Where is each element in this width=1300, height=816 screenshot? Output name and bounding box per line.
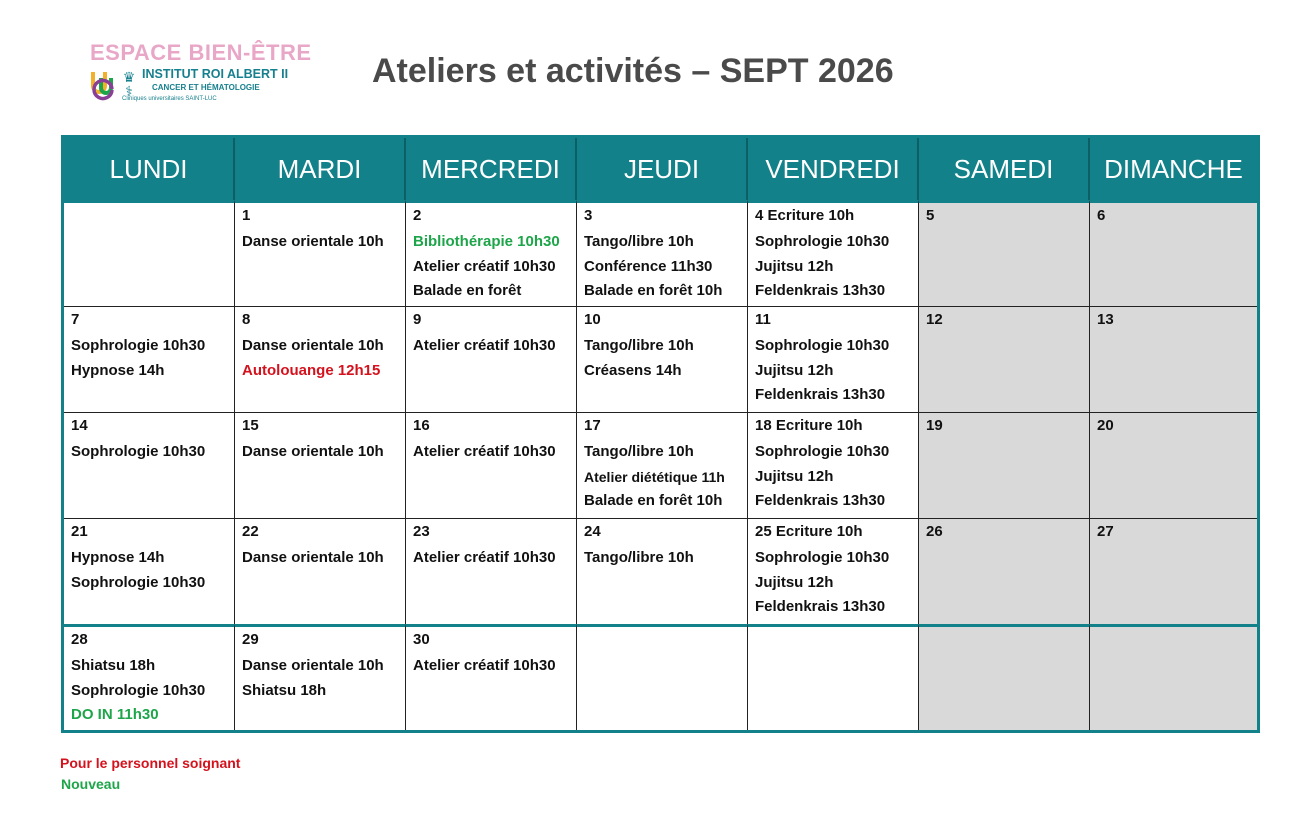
activity-item: Autolouange 12h15 <box>242 361 381 379</box>
calendar-day-cell <box>919 306 1090 412</box>
activity-item: Jujitsu 12h <box>755 361 834 379</box>
activity-item: Feldenkrais 13h30 <box>755 492 886 509</box>
day-number: 20 <box>1097 417 1114 434</box>
day-number: 4 Ecriture 10h <box>755 207 855 224</box>
activity-item: Hypnose 14h <box>71 361 165 379</box>
calendar-day-cell <box>919 624 1090 730</box>
calendar-day-cell <box>748 624 919 730</box>
activity-item: Atelier diététique 11h <box>584 468 725 485</box>
day-header-dimanche: DIMANCHE <box>1090 138 1257 200</box>
calendar-day-cell <box>1090 200 1257 306</box>
day-header-mardi: MARDI <box>235 138 406 200</box>
day-number: 29 <box>242 631 259 648</box>
calendar-day-cell <box>919 412 1090 518</box>
day-number: 22 <box>242 523 259 540</box>
day-number: 1 <box>242 207 251 224</box>
day-number: 16 <box>413 417 430 434</box>
logo-institute: INSTITUT ROI ALBERT II <box>142 67 289 81</box>
logo-title: ESPACE BIEN-ÊTRE <box>90 40 312 65</box>
calendar-day-cell <box>64 306 235 412</box>
activity-item: Bibliothérapie 10h30 <box>413 233 560 250</box>
day-number: 3 <box>584 207 593 224</box>
calendar-day-cell <box>64 624 235 730</box>
day-number: 26 <box>926 523 943 540</box>
logo-mark-icon <box>90 68 116 102</box>
calendar-day-cell <box>1090 518 1257 624</box>
activity-item: Danse orientale 10h <box>242 443 384 460</box>
activity-item: Shiatsu 18h <box>242 681 327 699</box>
calendar-day-cell <box>919 200 1090 306</box>
calendar-day-cell <box>748 200 919 306</box>
activity-item: Sophrologie 10h30 <box>71 443 206 460</box>
day-header-jeudi: JEUDI <box>577 138 748 200</box>
activity-item: Sophrologie 10h30 <box>755 549 890 566</box>
activity-item: Tango/libre 10h <box>584 337 694 354</box>
calendar-day-cell <box>406 412 577 518</box>
activity-item: Tango/libre 10h <box>584 443 694 460</box>
day-number: 10 <box>584 311 601 328</box>
logo-clinic: Cliniques universitaires SAINT-LUC <box>122 96 217 102</box>
day-number: 12 <box>926 311 943 328</box>
activity-item: Danse orientale 10h <box>242 657 384 674</box>
calendar-day-cell <box>577 518 748 624</box>
calendar-day-cell <box>919 518 1090 624</box>
calendar-day-cell <box>235 518 406 624</box>
activity-item: Atelier créatif 10h30 <box>413 257 556 275</box>
calendar-day-cell <box>748 412 919 518</box>
calendar-day-cell <box>577 200 748 306</box>
day-number: 5 <box>926 207 935 224</box>
activity-item: Sophrologie 10h30 <box>755 443 890 460</box>
calendar-day-cell <box>748 306 919 412</box>
day-number: 15 <box>242 417 259 434</box>
day-number: 28 <box>71 631 88 648</box>
day-number: 11 <box>755 311 771 328</box>
activity-item: Atelier créatif 10h30 <box>413 657 556 674</box>
day-number: 19 <box>926 417 943 434</box>
activity-item: DO IN 11h30 <box>71 706 159 723</box>
activity-item: Sophrologie 10h30 <box>755 233 890 250</box>
day-number: 8 <box>242 311 251 328</box>
logo-subtitle: CANCER ET HÉMATOLOGIE <box>152 83 260 92</box>
calendar-day-cell <box>235 306 406 412</box>
calendar-day-cell <box>64 200 235 306</box>
activity-item: Atelier créatif 10h30 <box>413 443 556 460</box>
day-number: 2 <box>413 207 422 224</box>
calendar-day-cell <box>64 412 235 518</box>
page-title: Ateliers et activités – SEPT 2026 <box>372 52 894 90</box>
logo <box>90 40 330 106</box>
activity-item: Sophrologie 10h30 <box>71 573 206 591</box>
calendar-day-cell <box>235 412 406 518</box>
activity-item: Shiatsu 18h <box>71 657 156 674</box>
day-header-lundi: LUNDI <box>64 138 235 200</box>
day-number: 21 <box>71 523 88 540</box>
calendar-day-cell <box>406 518 577 624</box>
day-header-samedi: SAMEDI <box>919 138 1090 200</box>
legend-new: Nouveau <box>61 776 121 792</box>
activity-item: Balade en forêt 10h <box>584 282 723 299</box>
day-header-mercredi: MERCREDI <box>406 138 577 200</box>
day-number: 30 <box>413 631 430 648</box>
activity-item: Sophrologie 10h30 <box>755 337 890 354</box>
activity-item: Balade en forêt 10h <box>584 492 723 509</box>
calendar-day-cell <box>1090 306 1257 412</box>
calendar-grid <box>61 135 1260 733</box>
day-number: 18 Ecriture 10h <box>755 417 863 434</box>
day-number: 6 <box>1097 207 1106 224</box>
activity-item: Balade en forêt <box>413 282 522 299</box>
calendar-day-cell <box>64 518 235 624</box>
activity-item: Danse orientale 10h <box>242 337 384 354</box>
activity-item: Jujitsu 12h <box>755 257 834 275</box>
calendar-day-cell <box>1090 412 1257 518</box>
activity-item: Sophrologie 10h30 <box>71 681 206 699</box>
calendar-day-cell <box>406 200 577 306</box>
activity-item: Jujitsu 12h <box>755 573 834 591</box>
activity-item: Danse orientale 10h <box>242 549 384 566</box>
day-number: 27 <box>1097 523 1114 540</box>
calendar-day-cell <box>235 624 406 730</box>
day-number: 7 <box>71 311 80 328</box>
activity-item: Hypnose 14h <box>71 549 165 566</box>
calendar-day-cell <box>235 200 406 306</box>
calendar-day-cell <box>577 306 748 412</box>
calendar-day-cell <box>1090 624 1257 730</box>
day-number: 13 <box>1097 311 1114 328</box>
activity-item: Tango/libre 10h <box>584 233 694 250</box>
activity-item: Atelier créatif 10h30 <box>413 549 556 566</box>
activity-item: Feldenkrais 13h30 <box>755 282 886 299</box>
activity-item: Danse orientale 10h <box>242 233 384 250</box>
day-header-vendredi: VENDREDI <box>748 138 919 200</box>
activity-item: Tango/libre 10h <box>584 549 694 566</box>
day-number: 17 <box>584 417 601 434</box>
calendar-day-cell <box>406 306 577 412</box>
activity-item: Atelier créatif 10h30 <box>413 337 556 354</box>
crest-icon: ♛ ⚕ <box>122 69 136 99</box>
activity-item: Jujitsu 12h <box>755 467 834 485</box>
calendar-day-cell <box>577 412 748 518</box>
calendar-day-cell <box>406 624 577 730</box>
day-number: 9 <box>413 311 422 328</box>
activity-item: Feldenkrais 13h30 <box>755 598 886 615</box>
activity-item: Créasens 14h <box>584 361 682 379</box>
day-number: 24 <box>584 523 601 540</box>
day-number: 25 Ecriture 10h <box>755 523 863 540</box>
legend-staff: Pour le personnel soignant <box>60 755 241 771</box>
activity-item: Sophrologie 10h30 <box>71 337 206 354</box>
activity-item: Feldenkrais 13h30 <box>755 386 886 403</box>
activity-item: Conférence 11h30 <box>584 257 713 275</box>
day-number: 23 <box>413 523 430 540</box>
calendar-day-cell <box>748 518 919 624</box>
calendar-day-cell <box>577 624 748 730</box>
day-number: 14 <box>71 417 88 434</box>
